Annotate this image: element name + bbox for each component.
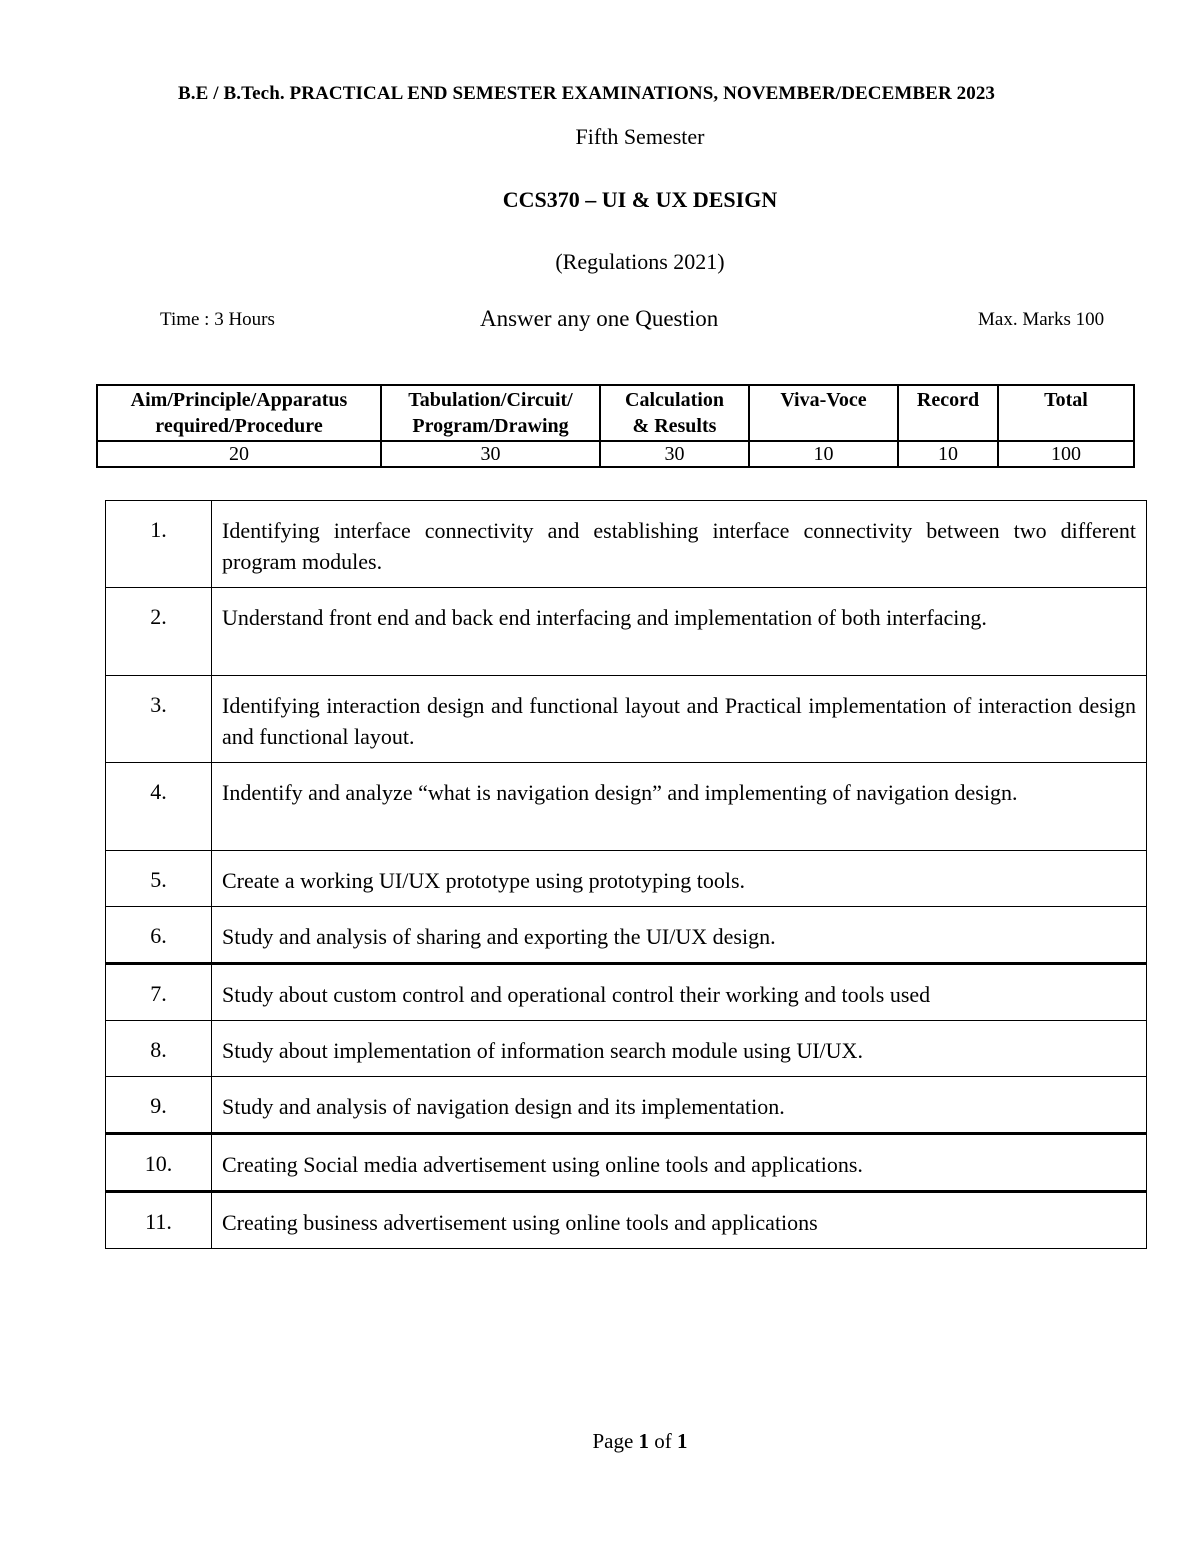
question-row [106, 851, 1147, 907]
marks-value-cell: 100 [998, 441, 1134, 467]
marks-header-cell [97, 385, 381, 441]
of-label: of [654, 1429, 672, 1453]
question-text: Study about custom control and operational control their working and tools used [212, 964, 1147, 1021]
question-number: 11. [106, 1192, 212, 1249]
marks-values-row [97, 441, 1134, 467]
marks-header-cell [381, 385, 600, 441]
header-line: Total [1044, 389, 1088, 411]
marks-value-cell: 10 [749, 441, 898, 467]
header-line: Record [916, 389, 980, 411]
question-text: Study and analysis of navigation design and its implementation. [212, 1077, 1147, 1134]
question-text: Identifying interface connectivity and establishing interface connectivity between two different program modules. [212, 501, 1147, 588]
marks-value-cell: 20 [97, 441, 381, 467]
page-label: Page [592, 1429, 634, 1453]
question-row [106, 501, 1147, 588]
time-label: Time : 3 Hours [160, 309, 275, 330]
question-number: 3. [106, 676, 212, 763]
question-number: 1. [106, 501, 212, 588]
question-number: 10. [106, 1134, 212, 1192]
header-line: & Results [632, 415, 717, 437]
marks-header-cell [600, 385, 749, 441]
header-line: Program/Drawing [412, 415, 569, 437]
question-row [106, 907, 1147, 964]
max-marks-label: Max. Marks 100 [978, 309, 1105, 330]
instruction-label: Answer any one Question [480, 306, 719, 331]
question-row [106, 1021, 1147, 1077]
question-text: Creating Social media advertisement using online tools and applications. [212, 1134, 1147, 1192]
question-row [106, 1134, 1147, 1192]
header-line: Aim/Principle/Apparatus [130, 389, 348, 411]
exam-title: B.E / B.Tech. PRACTICAL END SEMESTER EXAMINATIONS, NOVEMBER/DECEMBER 2023 [178, 83, 996, 104]
marks-value-cell: 30 [381, 441, 600, 467]
header-line: Viva-Voce [780, 389, 867, 411]
question-number: 7. [106, 964, 212, 1021]
question-number: 4. [106, 763, 212, 851]
question-text: Indentify and analyze “what is navigation design” and implementing of navigation design. [212, 763, 1147, 851]
question-number: 6. [106, 907, 212, 964]
header-line: Calculation [625, 389, 724, 411]
question-text: Create a working UI/UX prototype using prototyping tools. [212, 851, 1147, 907]
marks-header-row [97, 385, 1134, 441]
question-row [106, 676, 1147, 763]
question-row [106, 964, 1147, 1021]
marks-value-cell: 10 [898, 441, 998, 467]
questions-table [105, 500, 1147, 1249]
question-row [106, 1077, 1147, 1134]
semester-label: Fifth Semester [575, 124, 705, 149]
header-line: Tabulation/Circuit/ [408, 389, 573, 411]
question-number: 5. [106, 851, 212, 907]
page-total: 1 [677, 1429, 688, 1453]
question-row [106, 763, 1147, 851]
question-text: Study about implementation of information search module using UI/UX. [212, 1021, 1147, 1077]
question-number: 2. [106, 588, 212, 676]
course-title: CCS370 – UI & UX DESIGN [502, 187, 778, 212]
question-text: Identifying interaction design and functional layout and Practical implementation of interaction design and functional layout. [212, 676, 1147, 763]
header-line: required/Procedure [155, 415, 323, 437]
question-number: 8. [106, 1021, 212, 1077]
marks-header-cell [998, 385, 1134, 441]
marks-distribution-table [96, 384, 1135, 468]
page-number: 1 [638, 1429, 650, 1453]
question-row [106, 1192, 1147, 1249]
marks-header-cell [749, 385, 898, 441]
question-text: Creating business advertisement using online tools and applications [212, 1192, 1147, 1249]
page-footer [0, 1429, 1200, 1454]
marks-header-cell [898, 385, 998, 441]
question-text: Study and analysis of sharing and exporting the UI/UX design. [212, 907, 1147, 964]
regulations-label: (Regulations 2021) [555, 249, 725, 274]
question-number: 9. [106, 1077, 212, 1134]
marks-value-cell: 30 [600, 441, 749, 467]
question-text: Understand front end and back end interfacing and implementation of both interfacing. [212, 588, 1147, 676]
question-row [106, 588, 1147, 676]
